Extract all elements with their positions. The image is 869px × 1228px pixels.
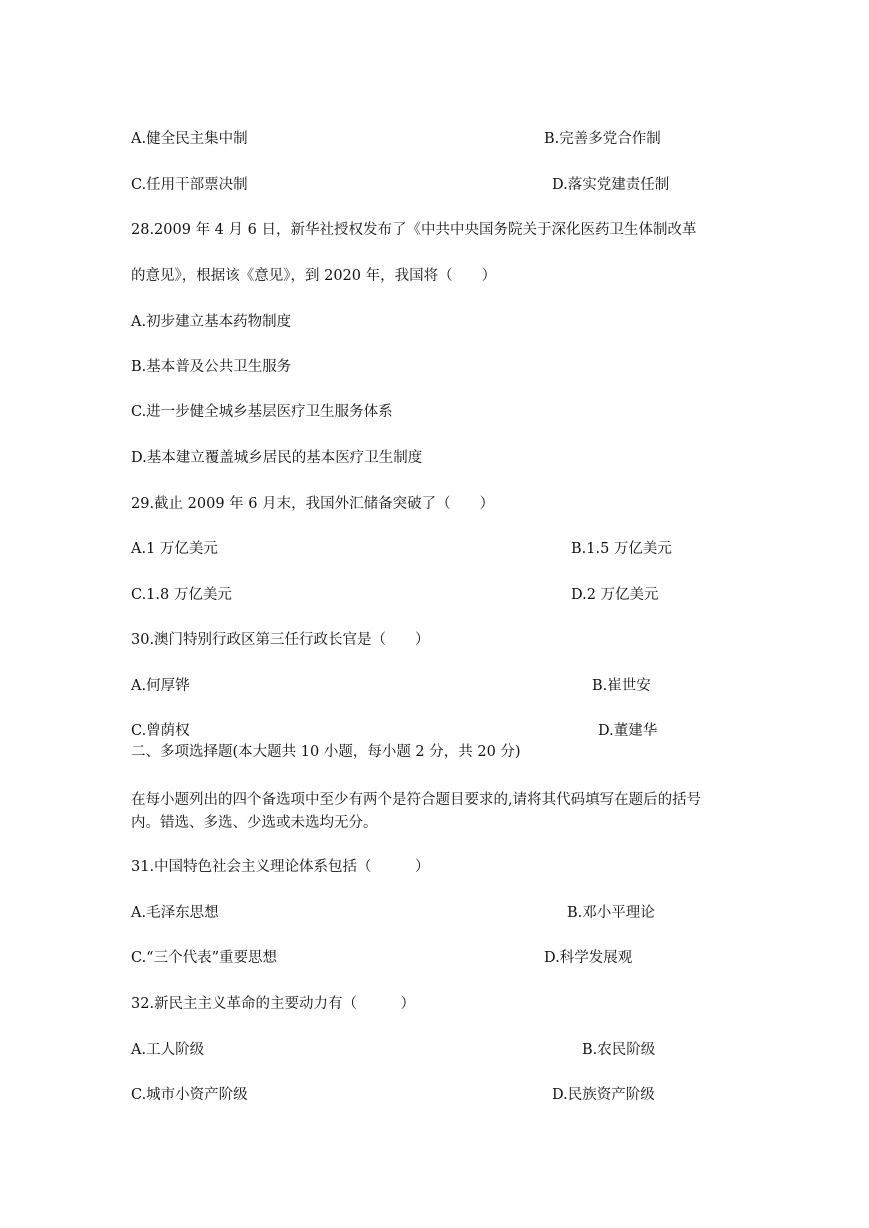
q32-option-c: C.城市小资产阶级 (131, 1087, 248, 1103)
q27-option-a: A.健全民主集中制 (131, 131, 248, 147)
q30-option-d: D.董建华 (598, 723, 658, 739)
q27-option-b: B.完善多党合作制 (544, 131, 661, 147)
q31-option-b: B.邓小平理论 (567, 905, 655, 921)
q31-stem: 31.中国特色社会主义理论体系包括（ ） (131, 859, 430, 875)
q29-option-d: D.2 万亿美元 (571, 587, 659, 603)
q31-option-a: A.毛泽东思想 (131, 905, 219, 921)
q28-stem-line1: 28.2009 年 4 月 6 日，新华社授权发布了《中共中央国务院关于深化医药卫生体制改革 (131, 222, 697, 238)
q27-option-d: D.落实党建责任制 (552, 177, 670, 193)
q30-stem: 30.澳门特别行政区第三任行政长官是（ ） (131, 632, 430, 648)
q32-option-b: B.农民阶级 (582, 1042, 656, 1058)
q28-option-c: C.进一步健全城乡基层医疗卫生服务体系 (131, 404, 393, 420)
q28-option-a: A.初步建立基本药物制度 (131, 314, 292, 330)
q29-option-b: B.1.5 万亿美元 (571, 541, 672, 557)
q30-option-a: A.何厚铧 (131, 678, 190, 694)
q32-option-a: A.工人阶级 (131, 1042, 205, 1058)
q28-stem-line2: 的意见》，根据该《意见》，到 2020 年，我国将（ ） (131, 268, 497, 284)
section-instruction-line2: 内。错选、多选、少选或未选均无分。 (131, 815, 378, 831)
q31-option-d: D.科学发展观 (544, 950, 633, 966)
section-instruction-line1: 在每小题列出的四个备选项中至少有两个是符合题目要求的,请将其代码填写在题后的括号 (131, 792, 702, 808)
q30-option-c: C.曾荫权 (131, 723, 190, 739)
q31-option-c: C.“三个代表”重要思想 (131, 950, 278, 966)
q28-option-d: D.基本建立覆盖城乡居民的基本医疗卫生制度 (131, 450, 423, 466)
q32-option-d: D.民族资产阶级 (552, 1087, 655, 1103)
q27-option-c: C.任用干部票决制 (131, 177, 248, 193)
section-heading: 二、多项选择题(本大题共 10 小题，每小题 2 分，共 20 分) (131, 744, 521, 760)
q30-option-b: B.崔世安 (592, 678, 651, 694)
q29-option-c: C.1.8 万亿美元 (131, 587, 232, 603)
q29-stem: 29.截止 2009 年 6 月末，我国外汇储备突破了（ ） (131, 496, 495, 512)
q32-stem: 32.新民主主义革命的主要动力有（ ） (131, 996, 416, 1012)
q29-option-a: A.1 万亿美元 (131, 541, 218, 557)
q28-option-b: B.基本普及公共卫生服务 (131, 359, 292, 375)
